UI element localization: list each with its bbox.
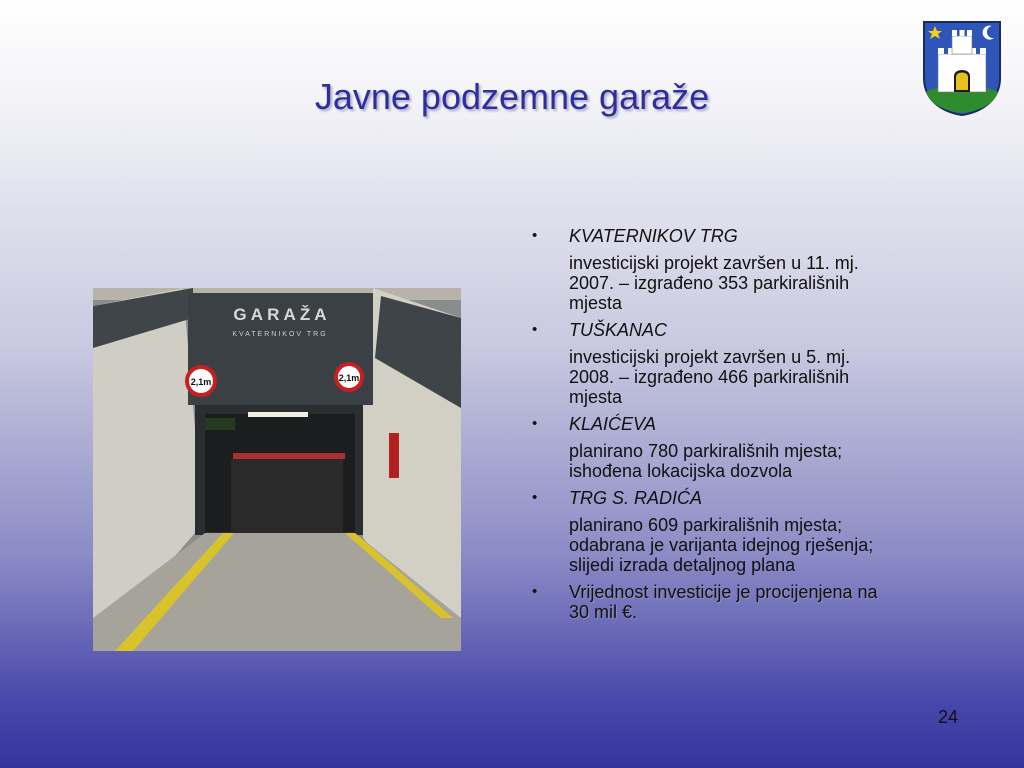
project-description: [569, 253, 970, 313]
list-item: [530, 414, 970, 481]
bullet: •: [532, 321, 538, 338]
summary-line: 30 mil €.: [569, 602, 638, 622]
description-line: 2007. – izgrađeno 353 parkirališnih: [569, 273, 850, 293]
project-name: KLAIĆEVA: [569, 414, 657, 434]
list-item: [530, 226, 970, 313]
bullet: •: [532, 415, 538, 432]
description-line: mjesta: [569, 387, 623, 407]
sign-title: G A R A Ž A: [233, 305, 327, 324]
garage-entrance-photo: [93, 288, 461, 651]
bullet: •: [532, 227, 538, 244]
height-limit-left: 2,1m: [190, 377, 212, 387]
project-name: KVATERNIKOV TRG: [569, 226, 738, 246]
description-line: mjesta: [569, 293, 623, 313]
investment-summary: [569, 582, 970, 622]
description-line: slijedi izrada detaljnog plana: [569, 555, 796, 575]
description-line: planirano 780 parkirališnih mjesta;: [569, 441, 843, 461]
coat-of-arms-icon: [922, 20, 1002, 116]
project-description: [569, 441, 970, 481]
list-item: [530, 488, 970, 575]
description-line: 2008. – izgrađeno 466 parkirališnih: [569, 367, 850, 387]
project-name: TRG S. RADIĆA: [569, 488, 703, 508]
sign-subtitle: KVATERNIKOV TRG: [232, 331, 328, 338]
project-description: [569, 515, 970, 575]
summary-item: [530, 582, 970, 622]
description-line: investicijski projekt završen u 11. mj.: [569, 253, 859, 273]
description-line: investicijski projekt završen u 5. mj.: [569, 347, 851, 367]
summary-line: Vrijednost investicije je procijenjena na: [569, 582, 878, 602]
description-line: odabrana je varijanta idejnog rješenja;: [569, 535, 874, 555]
description-line: planirano 609 parkirališnih mjesta;: [569, 515, 843, 535]
project-name: TUŠKANAC: [569, 320, 668, 340]
bullet: •: [532, 489, 538, 506]
page-number: 24: [938, 707, 959, 727]
project-list: [530, 226, 970, 622]
height-limit-right: 2,1m: [338, 373, 360, 383]
project-description: [569, 347, 970, 407]
description-line: ishođena lokacijska dozvola: [569, 461, 793, 481]
list-item: [530, 320, 970, 407]
bullet: •: [532, 583, 538, 600]
slide-title: Javne podzemne garaže: [314, 76, 710, 117]
